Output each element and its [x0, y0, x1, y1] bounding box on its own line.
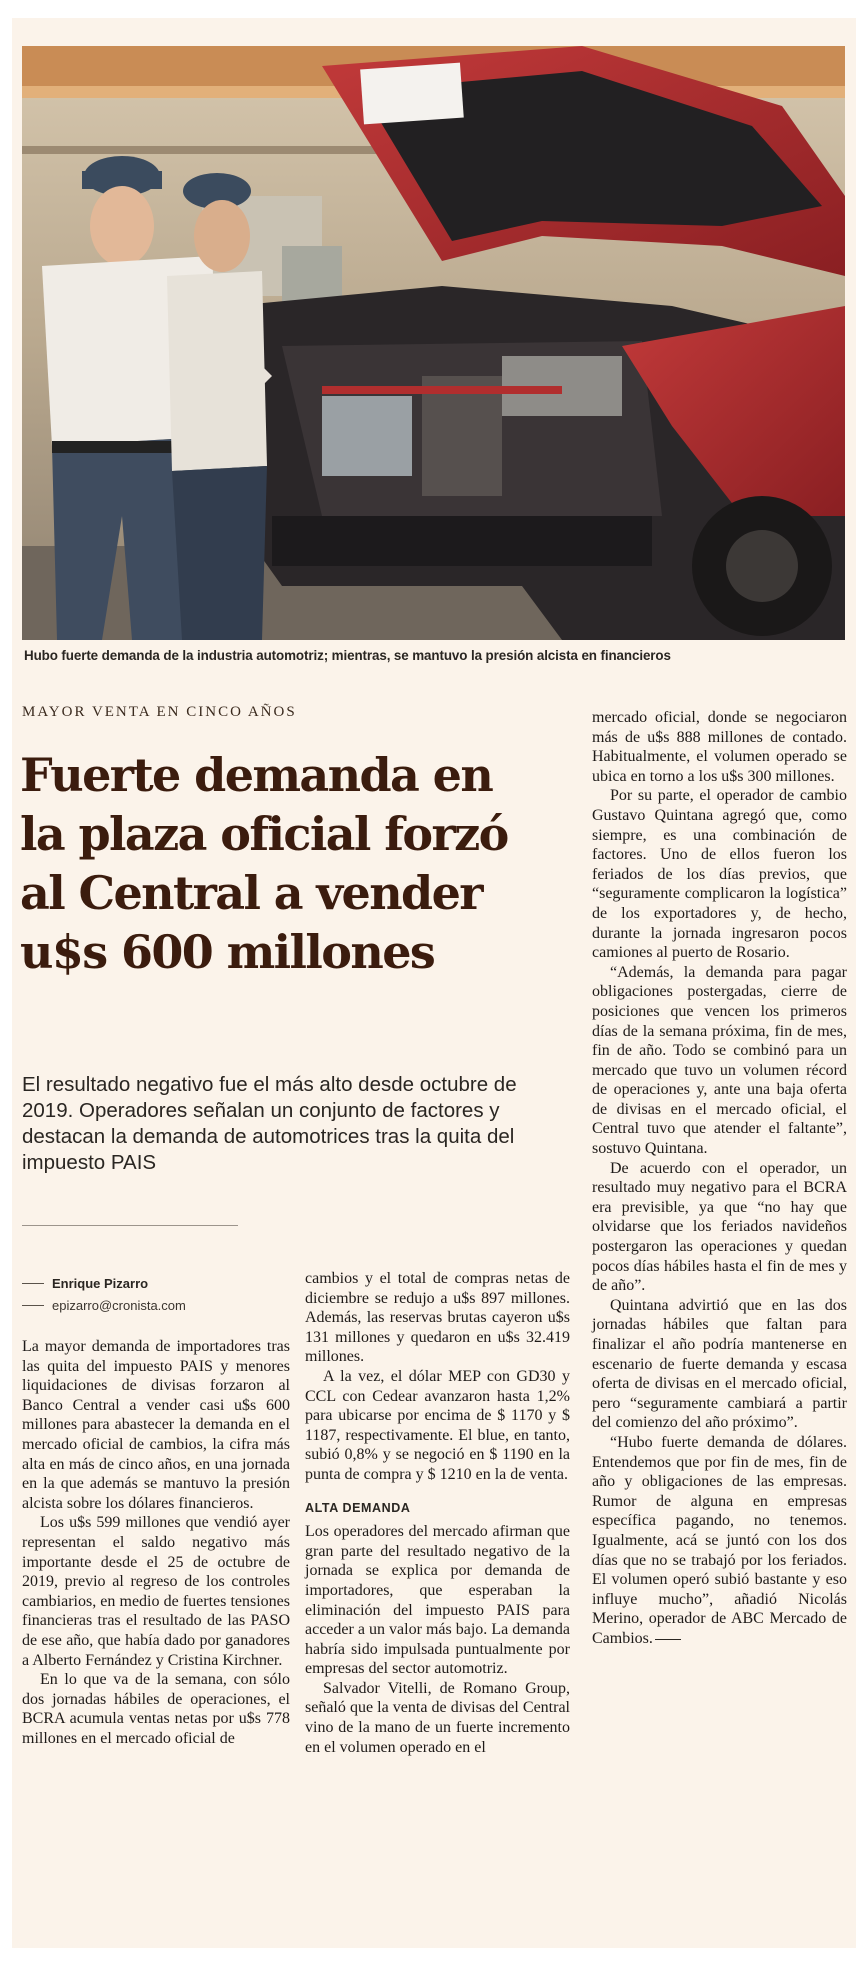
kicker: MAYOR VENTA EN CINCO AÑOS	[22, 704, 297, 720]
paragraph: La mayor demanda de importadores tras las quita del impuesto PAIS y menores liquidaciones de divisas forzaron al Banco Central a vender casi u$s 600 millones para abastecer la demanda en el mercado oficial de cambios, la cifra más alta en más de cinco años, en una jornada en la que además se mantuvo la presión alcista sobre los dólares financieros.	[22, 1338, 290, 1512]
author-email[interactable]: epizarro@cronista.com	[52, 1297, 186, 1313]
deck: El resultado negativo fue el más alto desde octubre de 2019. Operadores señalan un conjunto de factores y destacan la demanda de automotrices tras la quita del impuesto PAIS	[22, 1073, 517, 1174]
headline-line: u$s 600 millones	[20, 925, 435, 979]
dash	[22, 1283, 44, 1284]
photo-caption: Hubo fuerte demanda de la industria automotriz; mientras, se mantuvo la presión alcista en financieros	[24, 648, 671, 663]
headline-line: al Central a vender	[20, 866, 482, 920]
divider	[22, 1225, 238, 1226]
paragraph: Los u$s 599 millones que vendió ayer representan el saldo negativo más importante desde el 25 de octubre de 2019, previo al regreso de los controles cambiarios, en medio de fuertes tensiones financieras tras el resultado de las PASO de ese año, que había dado por ganadores a Alberto Fernández y Cristina Kirchner.	[22, 1514, 290, 1669]
paragraph: Salvador Vitelli, de Romano Group, señaló que la venta de divisas del Central vino de la mano de un fuerte incremento en el volumen operado en el	[305, 1679, 570, 1756]
paragraph: “Además, la demanda para pagar obligaciones postergadas, cierre de posiciones que vencen los primeros días de la semana próxima, fin de mes, fin de año. Todo se combinó para un mercado que tuvo un volumen récord de operaciones y, ante una baja oferta de divisas en el mercado oficial, el Central tuvo que atender el faltante”, sostuvo Quintana.	[592, 963, 847, 1158]
paragraph: A la vez, el dólar MEP con GD30 y CCL con Cedear avanzaron hasta 1,2% para ubicarse por encima de $ 1170 y $ 1187, respectivamente. El blue, en tanto, subió 0,8% y se negoció en $ 1190 en la punta de compra y $ 1210 en la de venta.	[305, 1367, 570, 1483]
column-1	[22, 1337, 290, 1748]
column-2	[305, 1269, 570, 1757]
headline	[20, 746, 590, 982]
newspaper-page	[12, 18, 856, 1948]
paragraph-last	[592, 1433, 847, 1649]
paragraph: Quintana advirtió que en las dos jornadas hábiles que faltan para finalizar el año podría mantenerse en escenario de fuerte demanda y escasa oferta de divisas en el mercado oficial, pero “seguramente cambiará a partir del comienzo del año próximo”.	[592, 1296, 847, 1432]
paragraph: mercado oficial, donde se negociaron más de u$s 888 millones de contado. Habitualmente, el volumen operado se ubica en torno a los u$s 300 millones.	[592, 709, 847, 785]
car-factory-photo	[22, 46, 845, 640]
byline	[22, 1272, 186, 1316]
paragraph: Los operadores del mercado afirman que gran parte del resultado negativo de la jornada se explica por demanda de importadores, que esperaban la eliminación del impuesto PAIS para acceder a un valor más bajo. La demanda habría sido impulsada puntualmente por empresas del sector automotriz.	[305, 1523, 570, 1678]
paragraph: En lo que va de la semana, con sólo dos jornadas hábiles de operaciones, el BCRA acumula ventas netas por u$s 778 millones en el mercado oficial de	[22, 1671, 290, 1747]
author-name: Enrique Pizarro	[52, 1275, 149, 1291]
dash	[22, 1305, 44, 1306]
paragraph: De acuerdo con el operador, un resultado muy negativo para el BCRA era previsible, ya que “no hay que olvidarse que los feriados navideños postergaron las operaciones y quedan pocos días hábiles hasta el fin de mes y de año”.	[592, 1159, 847, 1295]
headline-line: la plaza oficial forzó	[20, 807, 508, 861]
subhead: ALTA DEMANDA	[305, 1500, 411, 1515]
article-photo	[22, 46, 845, 640]
paragraph-text: “Hubo fuerte demanda de dólares. Entendemos que por fin de mes, fin de año y obligaciones de las empresas. Rumor de alguna en empresas específica pagando, no tenemos. Igualmente, acá se juntó con los dos días que no se trabajó por los feriados. El volumen operó subió bastante y eso influye mucho”, añadió Nicolás Merino, operador de ABC Mercado de Cambios.	[592, 1433, 847, 1647]
paragraph: cambios y el total de compras netas de diciembre se redujo a u$s 897 millones. Además, las reservas brutas cayeron u$s 131 millones y quedaron en u$s 32.419 millones.	[305, 1270, 570, 1366]
column-3	[592, 708, 847, 1649]
end-mark	[655, 1639, 681, 1640]
paragraph: Por su parte, el operador de cambio Gustavo Quintana agregó que, como siempre, es una combinación de factores. Uno de ellos fueron los feriados de los días previos, que “seguramente complicaron la logística” de los exportadores y, de hecho, durante la jornada ingresaron pocos camiones al puerto de Rosario.	[592, 787, 847, 962]
headline-line: Fuerte demanda en	[20, 748, 493, 802]
